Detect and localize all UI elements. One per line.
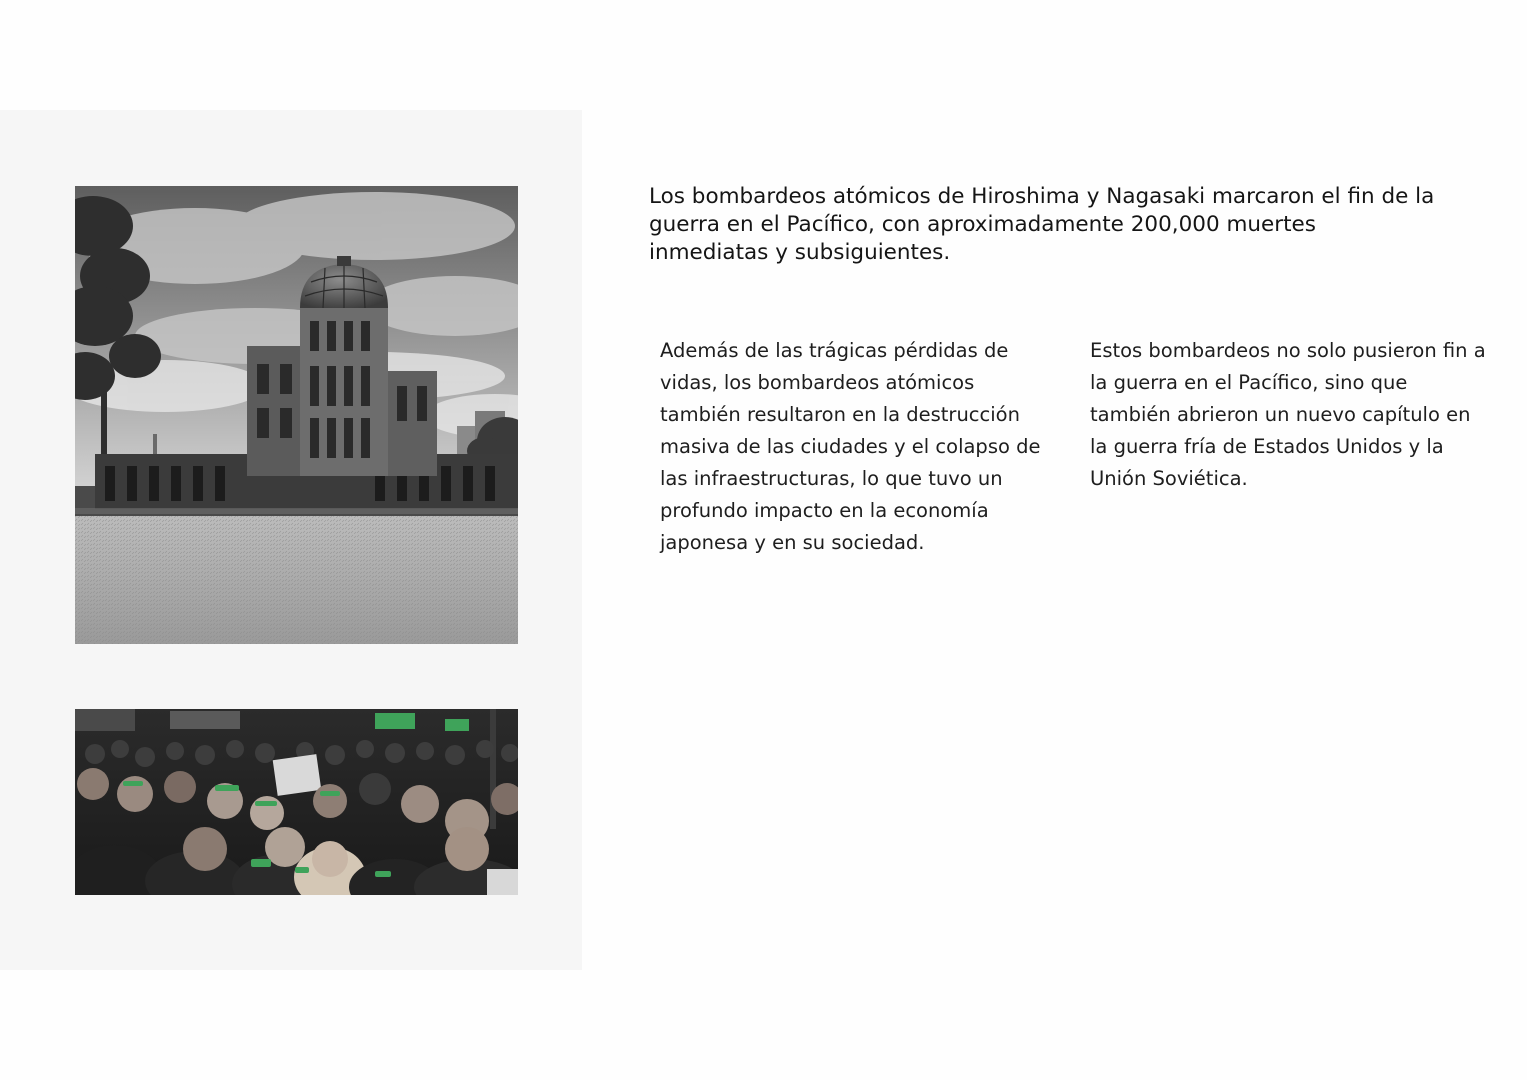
body-column-right: Estos bombardeos no solo pusieron fin a la guerra en el Pacífico, sino que también abrieron un nuevo capítulo en la guerra fría de Estados Unidos y la Unión Soviética.	[1090, 339, 1486, 490]
intro-paragraph: Los bombardeos atómicos de Hiroshima y Nagasaki marcaron el fin de la guerra en el Pacífico, con aproximadamente 200,000 muertes inmediatas y subsiguientes.	[649, 184, 1435, 265]
image-panel	[0, 110, 582, 970]
hiroshima-dome-photo	[75, 186, 518, 644]
crowd-protest-photo	[75, 709, 518, 895]
hiroshima-dome-illustration	[75, 186, 518, 644]
crowd-illustration	[75, 709, 518, 895]
body-column-left: Además de las trágicas pérdidas de vidas, los bombardeos atómicos también resultaron en la destrucción masiva de las ciudades y el colapso de las infraestructuras, lo que tuvo un profundo impacto en la economía japonesa y en su sociedad.	[660, 339, 1041, 554]
